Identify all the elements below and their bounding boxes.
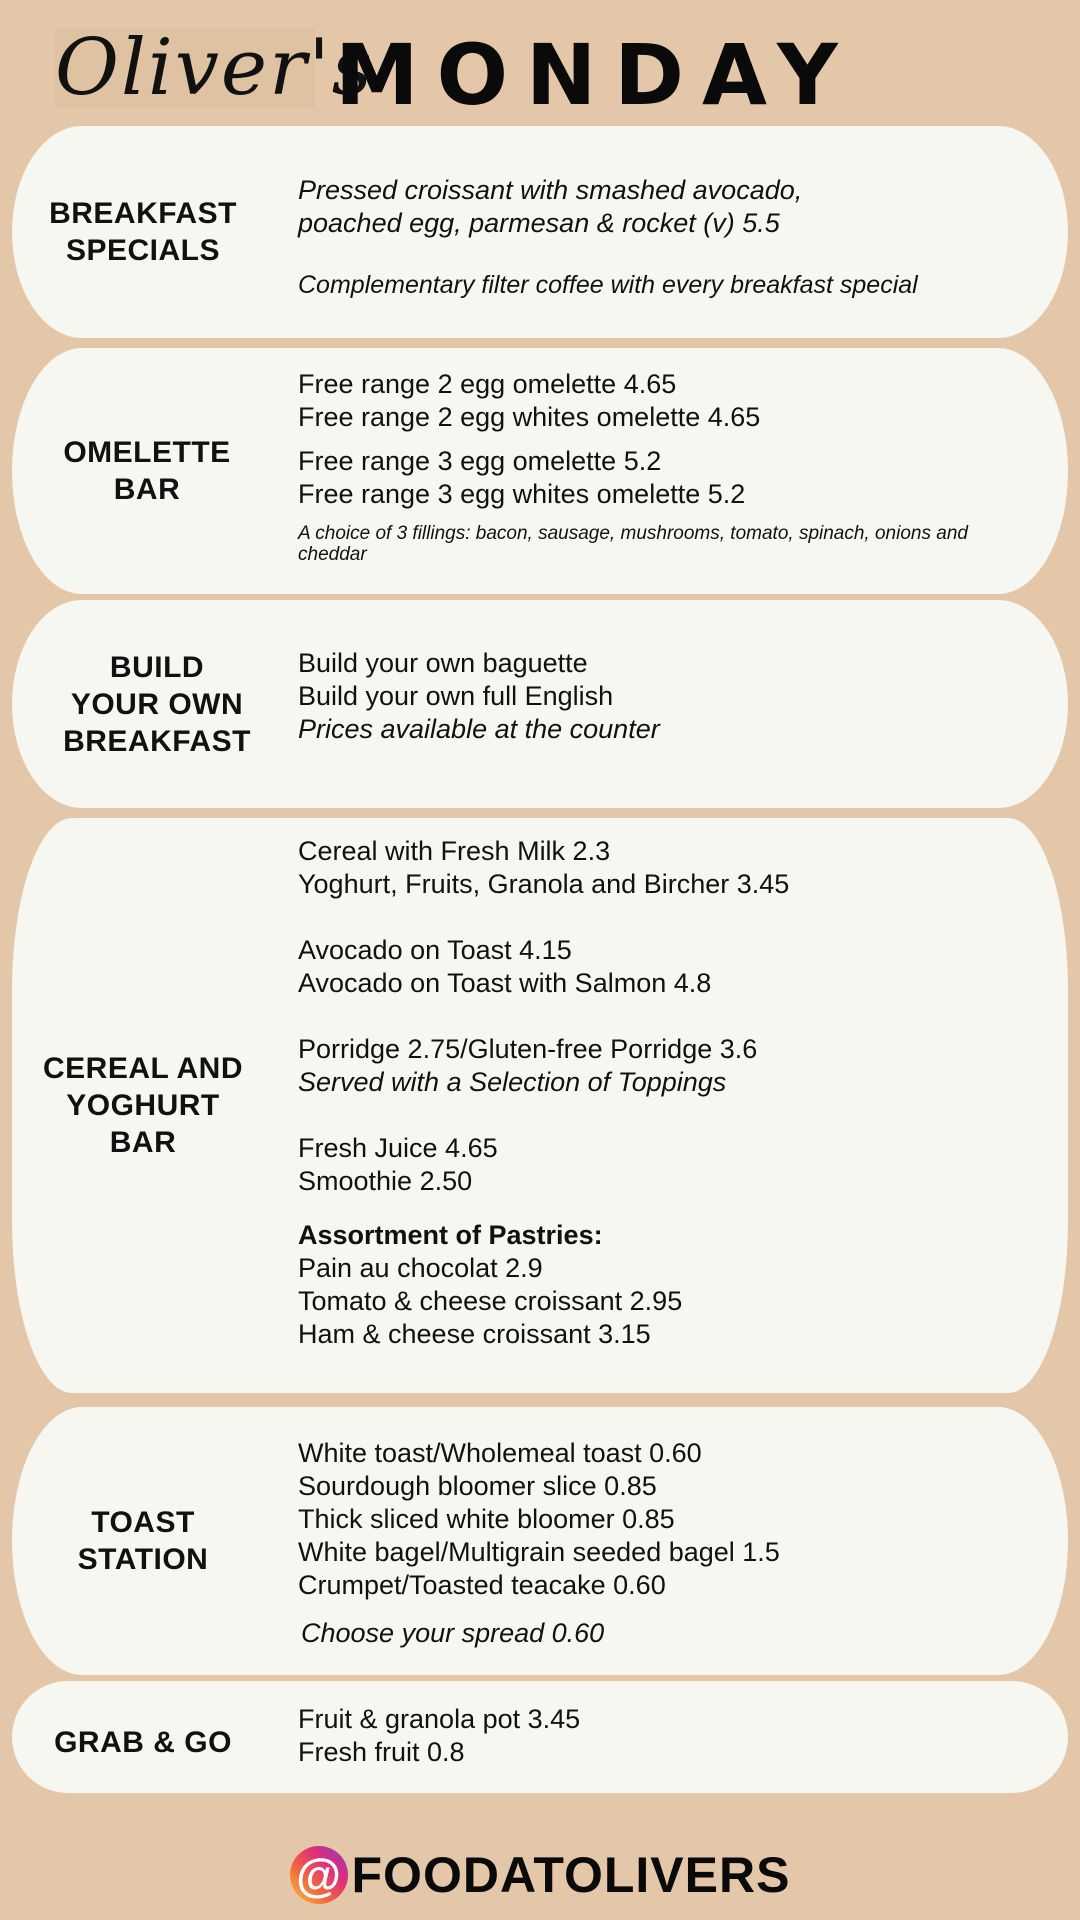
menu-subheading: Assortment of Pastries: (298, 1220, 603, 1250)
menu-item: Porridge 2.75/Gluten-free Porridge 3.6 (298, 1034, 758, 1064)
social-handle-text: FOODATOLIVERS (351, 1847, 791, 1903)
social-handle (0, 1840, 1080, 1910)
section-title: GRAB & GO (54, 1725, 232, 1759)
menu-item: Avocado on Toast with Salmon 4.8 (298, 968, 712, 998)
menu-note: A choice of 3 fillings: bacon, sausage, mushrooms, tomato, spinach, onions and cheddar (298, 523, 968, 565)
section-build-your-own-breakfast (12, 600, 1068, 808)
section-title: OMELETTE BAR (63, 436, 231, 506)
menu-item: White toast/Wholemeal toast 0.60 (298, 1438, 702, 1468)
menu-item: Yoghurt, Fruits, Granola and Bircher 3.45 (298, 869, 790, 899)
menu-item: Free range 3 egg omelette 5.2 (298, 446, 662, 476)
menu-item: Thick sliced white bloomer 0.85 (298, 1504, 675, 1534)
section-title: BREAKFAST SPECIALS (49, 197, 237, 267)
instagram-at-icon: @ (290, 1846, 348, 1904)
menu-item: Free range 2 egg omelette 4.65 (298, 369, 677, 399)
menu-item: Pressed croissant with smashed avocado, (298, 175, 803, 205)
section-body (298, 174, 1038, 302)
menu-item: Free range 3 egg whites omelette 5.2 (298, 479, 746, 509)
section-title: CEREAL AND YOGHURT BAR (42, 1052, 243, 1159)
menu-item: Fresh Juice 4.65 (298, 1133, 498, 1163)
section-title: TOAST STATION (77, 1506, 209, 1576)
menu-item: Build your own full English (298, 681, 614, 711)
section-body (298, 1703, 1038, 1769)
section-cereal-yoghurt-bar (12, 818, 1068, 1393)
menu-item: Crumpet/Toasted teacake 0.60 (298, 1570, 666, 1600)
menu-item: Smoothie 2.50 (298, 1166, 473, 1196)
menu-item: Sourdough bloomer slice 0.85 (298, 1471, 657, 1501)
section-body (298, 835, 1038, 1351)
menu-item: White bagel/Multigrain seeded bagel 1.5 (298, 1537, 780, 1567)
menu-header (0, 0, 1080, 124)
section-omelette-bar (12, 348, 1068, 594)
menu-item: Build your own baguette (298, 648, 588, 678)
section-body (298, 647, 1038, 746)
section-toast-station (12, 1407, 1068, 1675)
menu-item: Cereal with Fresh Milk 2.3 (298, 836, 611, 866)
section-grab-and-go (12, 1681, 1068, 1793)
olivers-logo: Oliver's (55, 23, 374, 113)
menu-item: Fruit & granola pot 3.45 (298, 1704, 581, 1734)
menu-item: Ham & cheese croissant 3.15 (298, 1319, 651, 1349)
section-breakfast-specials (12, 126, 1068, 338)
menu-item: Fresh fruit 0.8 (298, 1737, 465, 1767)
section-body (298, 368, 1038, 565)
section-title: BUILD YOUR OWN BREAKFAST (63, 650, 251, 758)
menu-item: poached egg, parmesan & rocket (v) 5.5 (298, 208, 780, 238)
menu-item: Free range 2 egg whites omelette 4.65 (298, 402, 761, 432)
menu-note: Prices available at the counter (298, 714, 660, 744)
section-body (298, 1437, 1038, 1650)
menu-item: Pain au chocolat 2.9 (298, 1253, 543, 1283)
menu-note: Served with a Selection of Toppings (298, 1067, 727, 1097)
menu-item: Tomato & cheese croissant 2.95 (298, 1286, 683, 1316)
menu-item: Avocado on Toast 4.15 (298, 935, 572, 965)
menu-note: Complementary filter coffee with every breakfast special (298, 271, 918, 299)
menu-day-title: MONDAY (335, 26, 856, 124)
menu-note: Choose your spread 0.60 (301, 1618, 605, 1648)
